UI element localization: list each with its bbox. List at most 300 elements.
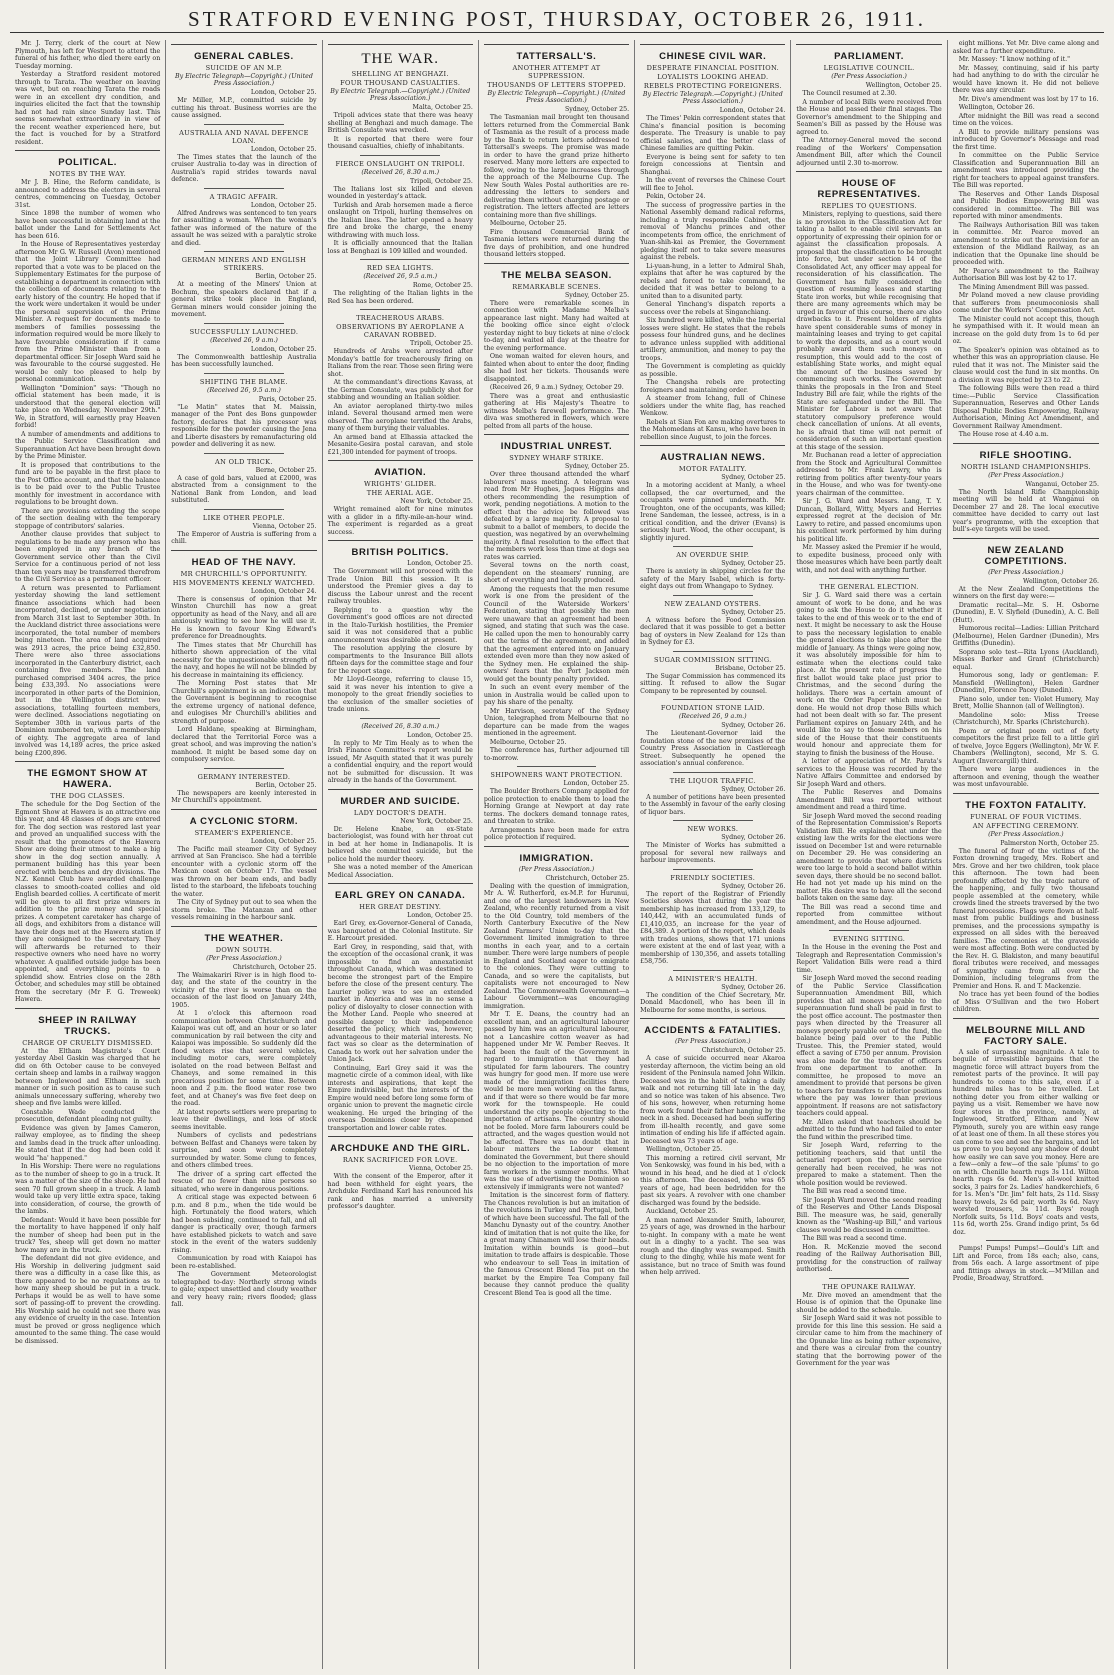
article-paragraph: The Speaker's opinion was obtained as to whether this was an appropriation clause. He ruled that it was not. The Minister said the clause would cost the fund in six months. On a division it was rejected by 23 to 22.	[952, 346, 1099, 384]
article-headline: EARL GREY ON CANADA.	[334, 890, 466, 901]
section-divider	[517, 766, 597, 767]
article-subheading: LOYALISTS LOOKING AHEAD.	[657, 73, 769, 81]
section-divider	[673, 772, 753, 773]
article-divider	[328, 44, 473, 45]
article-subheading: THOUSANDS OF LETTERS STOPPED.	[487, 81, 626, 89]
article-paragraph: The Government is completing as quickly as possible.	[640, 363, 786, 378]
article-paragraph: After midnight the Bill was read a second time on the voices.	[952, 112, 1099, 127]
article-divider	[796, 171, 941, 172]
section-divider	[829, 1278, 909, 1279]
dateline: Tripoli, October 25.	[409, 177, 473, 185]
article-paragraph: In His Worship: There were no regulations as to the number of sheep to go in a truck. It was a matter of the size of the sheep. He had seen 70 full grown sheep in a truck. A lamb would take up very little extra space, taking into consideration, of course, the growth of the lambs.	[15, 1163, 161, 1215]
article-divider	[953, 1018, 1099, 1019]
article-divider	[328, 540, 473, 541]
article-paragraph: Humorous song, lady or gentleman: F. Mansfield (Wellington), Helen Gardner (Dunedin), Florence Pacey (Dunedin).	[952, 672, 1099, 694]
press-credit: (Received 26, 9 a.m.)	[210, 336, 278, 344]
article	[171, 809, 316, 922]
article-paragraph: In the House in the evening the Post and Telegraph and Representation Commission's Report Validation Bills were read a third time.	[796, 944, 942, 974]
article-subheading: THE OPUNAKE RAILWAY.	[822, 1282, 916, 1291]
article-paragraph: (Received 26, 9 a.m.) Sydney, October 29.	[489, 384, 624, 391]
article-paragraph: The report of the Registrar of Friendly Societies shows that during the year the membership has increased from 133,129, to 140,442, with an accumulated funds of £1,410,035, an increase for the year of £84,389. A portion of the report, which deals with trades unions, shows that 171 unions were existent at the end of last year, with a membership of 130,356, and assets totalling £58,756.	[640, 890, 786, 965]
article-subheading: NEW WORKS.	[687, 825, 739, 833]
article-paragraph: There was a great and enthusiastic gathering at His Majesty's Theatre to witness Melba's farewell performance. The diva was smothered in flowers, which were pelted from all parts of the house.	[483, 392, 630, 430]
dateline: Christchurch, October 25.	[545, 874, 630, 882]
article-subheading: REBELS PROTECTING FOREIGNERS.	[643, 82, 782, 90]
article-divider	[171, 44, 316, 45]
article-subheading: SYDNEY WHARF STRIKE.	[509, 454, 604, 462]
article-subheading: AN OVERDUE SHIP.	[676, 551, 750, 559]
article	[328, 540, 473, 714]
article-paragraph: There is consensus of opinion that Mr Winston Churchill has now a great opportunity as head of the Navy, and all are anxiously waiting to see how he will use it. He is known to favour King Edward's preference for Dreadnoughts.	[171, 595, 317, 640]
article-paragraph: Mr. J. Terry, clerk of the court at New Plymouth, has left for Westport to attend the funeral of his father, who died there early on Tuesday morning.	[15, 40, 161, 70]
dateline: London, October 24.	[250, 587, 317, 595]
article-paragraph: The Times states that the launch of the cruiser Australia to-day was in direction of Australia's rapid strides towards naval defence.	[171, 153, 317, 183]
article-subheading: GERMANY INTERESTED.	[197, 772, 291, 781]
article-paragraph: A letter of appreciation of Mr. Parata's services to the House was recorded by the Native Affairs Committee and endorsed by Sir Joseph Ward and others.	[796, 758, 942, 788]
article	[953, 1240, 1099, 1283]
section-divider	[829, 930, 909, 931]
article-paragraph: No trace has yet been found of the bodies of Miss O'Sullivan and the two Hobert children.	[952, 991, 1099, 1013]
press-credit: (Per Press Association.)	[988, 568, 1064, 576]
dateline: New York, October 25.	[400, 817, 473, 825]
dateline: Sydney, October 26.	[721, 785, 786, 793]
article-subheading: FOUNDATION STONE LAID.	[660, 704, 765, 712]
article-headline: SHEEP IN RAILWAY TRUCKS.	[38, 1014, 138, 1037]
article-subheading: WRIGHTS' GLIDER.	[364, 480, 437, 488]
dateline: London, October 25.	[563, 780, 630, 787]
article-headline: THE WEATHER.	[204, 932, 284, 944]
columns-container	[10, 40, 1104, 1669]
article-paragraph: Hon. R. McKenzie moved the second reading of the Railway Authorisation Bill, providing for the construction of railway authorised.	[796, 1243, 942, 1273]
article	[953, 538, 1099, 789]
press-credit: (Received 26, 9 a.m.)	[678, 713, 747, 720]
article	[796, 930, 941, 1274]
article-headline: ACCIDENTS & FATALITIES.	[644, 1025, 782, 1036]
article-subheading: FIERCE ONSLAUGHT ON TRIPOLI.	[335, 159, 465, 168]
article-paragraph: At latest reports settlers were preparing to leave their dwellings, and loss of stock seems inevitable.	[171, 1108, 317, 1131]
dateline: London, October 25.	[250, 837, 317, 845]
article-paragraph: Wright remained aloft for nine minutes with a glider in a fifty-mile-an-hour wind. The experiment is regarded as a great success.	[327, 506, 473, 536]
article-subheading: AN AFFECTING CEREMONY.	[972, 821, 1079, 830]
article-paragraph: At the commandant's directions Kavass, at the German Consulate, was publicly shot for stabbing and wounding an Italian soldier.	[327, 379, 473, 401]
article-subheading: ANOTHER ATTEMPT AT SUPPRESSION.	[512, 64, 601, 80]
article-paragraph: Among the requests that the men resume work is one from the president of the Council of the Waterside Workers' Federation, stating that possibly the men were unaware that an agreement had been signed, and stating that such was the case. He called upon the men to honourably carry out the terms of the agreement, and added that the agreement entered into on January extended even more than they now asked of the Sydney men. He explained the ship-owners' fears that the Port Jackson men would get the bounty penalty provided.	[483, 585, 630, 683]
article-paragraph: Mr. Massey asked the Premier if he would, to expedite business, proceed only with those measures which have been partly dealt with, and not deal with anything further.	[796, 544, 942, 574]
article-headline: THE EGMONT SHOW AT HAWERA.	[27, 768, 148, 790]
article-paragraph: The newspapers are keenly interested in Mr Churchill's appointment.	[171, 789, 317, 804]
article-paragraph: Sir Joseph Ward said it was not possible to provide for this line this session. He said a circular came to him from the machinery of the Opunake line as being rather expensive, and there was a circular from the country stating that the borrowing power of the Government for the year was	[796, 1315, 942, 1367]
article	[328, 309, 473, 456]
article-paragraph: The Lieutenant-Governor laid the foundation stone of the new premises of the Country Press Association in Castlereagh Street. Subsequently he opened the association's annual conference.	[640, 730, 786, 767]
article-headline: MELBOURNE MILL AND FACTORY SALE.	[966, 1024, 1086, 1047]
section-divider	[360, 259, 440, 260]
article-paragraph: The Waimakariri River is in high flood to-day, and the state of the country in the vicinity of the river is worse than on the occasion of the last flood on January 24th, 1905.	[171, 971, 317, 1009]
article-paragraph: It is officially announced that the Italian loss at Benghazi is 109 killed and wounded.	[327, 240, 473, 255]
article	[953, 40, 1099, 439]
article-paragraph: Mandoline solo: Miss Treese (Christchurch), Mr. Sparks (Christchurch).	[952, 711, 1099, 726]
article-paragraph: Dr. Helene Knabe, an ex-State bacteriologist, was found with her throat cut in bed at her home in Indianapolis. It is believed she committed suicide, but the police hold the murder theory.	[327, 825, 473, 863]
article-divider	[484, 44, 629, 45]
article-divider	[484, 434, 629, 435]
dateline: Vienna, October 25.	[409, 1165, 473, 1172]
article-paragraph: Mr T. E. Deans, the country had an excellent man, and an agricultural labourer passed by him was an agricultural labourer, not a Lancashire cotton weaver as had happened under Mr W. Pember Reeves. It had been the fault of the Government in regard to immigration that they had stipulated for farm labourers. The country was hungry for good men. If more use were made of the immigration facilities there would be more men working on the farms, and if that were so there would be far more work for the townspeople. He could understand the city people objecting to the importation of artisans. The country should not be fooled. More farm labourers could be attracted, and the wages question would not be affected. There was no doubt that in labour matters the Labour element dominated the Government, but there should be no objection to the importation of more farm workers in the summer months. What was the use of advertising the Dominion so extensively if immigrants were not wanted?	[483, 1011, 630, 1191]
article	[328, 155, 473, 256]
article-subheading: SUICIDE OF AN M.P.	[205, 64, 283, 72]
article-paragraph: Melbourne, October 25.	[489, 738, 567, 746]
article-subheading: SUCCESSFULLY LAUNCHED.	[189, 327, 299, 336]
dateline: London, October 25.	[407, 731, 473, 739]
article	[953, 793, 1099, 1014]
article-paragraph: The Changsha rebels are protecting foreigners and maintaining order.	[640, 379, 786, 394]
dateline: London, October 25.	[250, 145, 317, 153]
article-subheading: THE GENERAL ELECTION.	[819, 583, 919, 591]
dateline: Sydney, October 25.	[564, 463, 630, 470]
article-paragraph: Constable Wade conducted the prosecution, defendant pleading not guilty.	[15, 1108, 161, 1123]
article-headline: IMMIGRATION.	[519, 852, 594, 864]
article-subheading: LEGISLATIVE COUNCIL.	[823, 64, 915, 72]
article-paragraph: The Public Reserves and Domains Amendment Bill was reported without amendment and read a third time.	[796, 789, 942, 811]
article-paragraph: The Council resumed at 2.30.	[802, 90, 897, 97]
article-paragraph: A witness before the Food Commission declared that it was possible to get a better bag of oysters in New Zealand for 12s than in Sydney for £3.	[640, 616, 786, 646]
section-divider	[204, 509, 284, 510]
article	[640, 44, 785, 441]
press-credit: By Electric Telegraph.—Copyright.) (United Press Association.)	[642, 91, 783, 105]
article-headline: THE MELBA SEASON.	[501, 269, 612, 281]
article-paragraph: The Government Meteorologist telegraphed to-day: Northerly strong winds to gale; expect unsettled and cloudy weather and very heavy rain; rivers flooded; glass fall.	[171, 1271, 317, 1308]
section-divider	[204, 323, 284, 324]
section-divider	[829, 578, 909, 579]
article	[328, 44, 473, 151]
article	[171, 251, 316, 319]
article-divider	[640, 445, 785, 446]
press-credit: (Received 26, 8.30 a.m.)	[361, 722, 440, 730]
dateline: Rome, October 25.	[412, 282, 473, 289]
article-paragraph: Wellington "Dominion" says: "Though no official statement has been made, it is understood that the general election will take place on Wednesday, November 29th." We, in Stratford, will earnestly pray Heaven forbid!	[15, 384, 161, 429]
article-paragraph: There are provisions extending the scope of the section dealing with the temporary stoppage of contributors' salaries.	[15, 507, 161, 530]
dateline: Sydney, October 25.	[721, 560, 786, 567]
article-headline: CHINESE CIVIL WAR.	[659, 51, 767, 62]
article	[15, 761, 160, 1004]
press-credit: (Received 26, 9.5 a.m.)	[207, 386, 281, 394]
dateline: London, October 25.	[407, 912, 473, 919]
article-paragraph: At a meeting of the Miners' Union at Bochum, the speakers declared that if a general strike took place in England, German miners would consider joining the movement.	[171, 281, 317, 318]
dateline: London, October 25.	[407, 560, 473, 567]
article-subheading: REPLIES TO QUESTIONS.	[821, 202, 917, 210]
article-divider	[171, 809, 316, 810]
article-paragraph: Mr. Massey: "I know nothing of it."	[958, 56, 1071, 63]
article-paragraph: With the consent of the Emperor, after it had been withheld for eight years, the Archduke Ferdinand Karl has renounced his rank and has married a university professor's daughter.	[327, 1173, 473, 1210]
dateline: London, October 25.	[250, 345, 317, 353]
article-divider	[953, 443, 1099, 444]
article-paragraph: The conference has, further adjourned till to-morrow.	[483, 747, 630, 762]
dateline: Sydney, October 26.	[721, 882, 786, 890]
dateline: New York, October 25.	[400, 498, 473, 505]
article-paragraph: Communication by road with Kaiapoi has been re-established.	[171, 1255, 317, 1270]
article-subheading: NORTH ISLAND CHAMPIONSHIPS.	[960, 462, 1091, 471]
article	[796, 578, 941, 926]
article-paragraph: The Minister could not accept this, though he sympathised with it. It would mean an increase on the gold duty from 1s to 6d per oz.	[952, 315, 1099, 345]
press-credit: (Per Press Association.)	[206, 954, 282, 962]
article-paragraph: Ministers, replying to questions, said there is no provision in the Classification Act for taking a ballot to enable civil servants an opportunity of expressing their opinion for or against the classification proposals. A proposal that the classification to be brought into force, but under section 14 of the Consolidated Act, any officer may appeal for reconsideration of his classification. The Government has fully considered the question of resuming leases and starting State iron works, but while recognising that there are many agreements which may be urged in favour of this course, there are also drawbacks to it. Present holders of rights have spent considerable sums of money in maintaining leases and trying to get capital to work the deposits, and as a court would probably award them such moneys on resumption, this would add to the cost of establishing State works, and might equal the amount of the business saved by commencing such works. The Government thinks the proposals in the Iron and Steel Industry Bill are fair, while the rights of the State are safeguarded under the Bill. The Minister for Labour is not aware that statutory compulsory preference would check cancellation of unions. At all events, he is afraid that time will not permit of consideration of such an important question at this stage of the session.	[796, 211, 942, 451]
section-divider	[673, 595, 753, 596]
article-subheading: A MINISTER'S HEALTH.	[668, 974, 758, 983]
article-paragraph: Melbourne, October 25.	[489, 220, 567, 227]
article-paragraph: Mr Pearce's amendment to the Railway Authorisation Bill was lost by 42 to 17.	[952, 267, 1099, 282]
article-paragraph: The condition of the Chief Secretary, Mr. Donald Macdonell, who has been ill in Melbourne for some months, is serious.	[640, 991, 786, 1014]
section-divider	[360, 309, 440, 310]
article-paragraph: Another clause provides that subject to regulations to be made any person who has been employed in any branch of the Government service other than the Civil Service for a continuous period of not less than ten years may be transferred therefrom to the Civil Service as a permanent officer.	[15, 531, 161, 583]
article-subheading: NOTES BY THE WAY.	[49, 170, 127, 178]
column-6	[791, 40, 947, 1669]
article-paragraph: Evidence was given by James Cameron, railway employee, as to finding the sheep and lambs dead in the truck after unloading. He stated that if the dog had been cold it would "ha' happened."	[15, 1124, 161, 1162]
article-divider	[953, 538, 1099, 539]
article-paragraph: A Bill to provide military pensions was introduced by Governor's Message and read the first time.	[952, 128, 1099, 151]
article	[640, 445, 785, 542]
article-paragraph: At the New Zealand Competitions the winners on the first day were:—	[952, 585, 1099, 600]
article-paragraph: A man named Alexander Smith, labourer, 25 years of age, was drowned in the harbour to-night. In company with a mate he went out in a dinghy to a yacht. The sea was rough and the dinghy was swamped. Smith clung to the dinghy, while his mate went for assistance, but no trace of Smith was found when help arrived.	[640, 1216, 786, 1276]
article	[15, 1008, 160, 1346]
article-paragraph: Wellington, October 26.	[958, 104, 1035, 111]
article-paragraph: At the Eltham Magistrate's Court yesterday Abel Gaskin was charged that he did on 6th October cause to be conveyed certain sheep and lambs in a railway waggon between Inglewood and Eltham in such manner or in such position as to cause such animals unnecessary suffering, whereby two sheep and five lambs were killed.	[15, 1047, 161, 1107]
article-divider	[953, 793, 1099, 794]
section-divider	[673, 869, 753, 870]
article-paragraph: A return was presented to Parliament yesterday showing the land settlement finance associations which had been incorporated, declined, or under negotiation from March 31st last to September 30th. In the Auckland district three associations were incorporated, the total number of members being nineteen. The area of land acquired was 2913 acres, the price being £32,850. There were also three associations incorporated in the Canterbury district, each containing five members. The land purchased comprised 3404 acres, the price being £33,393. No associations were incorporated in other parts of the Dominion, but in the Wellington district two associations, totalling fourteen members, were declined. Associations negotiating on September 30th in various parts of the Dominion numbered ten, with a membership of eighty. The aggregate area of land involved was 14,189 acres, the price asked being £200,896.	[15, 584, 161, 757]
dateline: Christchurch, October 25.	[701, 1047, 786, 1054]
press-credit: (Received 26, 9.5 a.m.)	[363, 273, 438, 280]
article	[484, 766, 629, 842]
dateline: Palmerston North, October 25.	[1000, 839, 1099, 847]
article-paragraph: The funeral of four of the victims of the Foxton drowning tragedy, Mrs. Robert and Mrs. Grove and her two children, took place this afternoon. The town had been profoundly affected by the tragic nature of the happening, and fully two thousand people assembled at the cemetery, while crowds lined the streets traversed by the two funeral processions. Flags were flown at half-mast from public buildings and business premises, and the processions sympathy is expressed on all sides with the bereaved families. The ceremonies at the graveside were most affecting. Both were conducted by the Rev. H. G. Blakiston, and many beautiful floral tributes were received, and messages of sympathy came from all over the Dominion, including telegrams from the Premier and Hons. R. and T. Mackenzie.	[952, 847, 1099, 990]
article-paragraph: Rebels at Sian Fon are making overtures to the Mahomedans at Kansu, who have been in rebellion since August, to join the forces.	[640, 418, 786, 441]
article	[171, 509, 316, 546]
article-paragraph: Lord Haldane, speaking at Birmingham, declared that the Territorial Force was a great school, and was improving the nation's manhood. It might be based some day on compulsory service.	[171, 726, 317, 763]
article-subheading: STEAMER'S EXPERIENCE.	[194, 828, 294, 837]
article-paragraph: Continuing, Earl Grey said it was the magnetic circle of a common ideal, with like interests and aspirations, that kept the Empire indivisible, but the interests of the Empire would need before long some form of organic union to prevent the magnetic circle weakening. He urged the bringing of the overseas Dominions closer by cheapened transportation and lower cable rates.	[327, 1064, 473, 1132]
article-subheading: EVENING SITTING.	[832, 935, 906, 943]
article-paragraph: Sir Joseph Ward moved the second reading of the Reserves and Other Lands Disposal Bill. The measure was, he said, generally known as the "Washing-up Bill," and various clauses would be discussed in committee.	[796, 1196, 942, 1234]
article-paragraph: The Times' Pekin correspondent states that China's financial position is becoming desperate. The Treasury is unable to pay official salaries, and the better class of Chinese families are quitting Pekin.	[640, 115, 786, 152]
article-paragraph: Mr. Massey, continuing, said if his party had had anything to do with the circular he would have known it. He did not believe there was any circular.	[952, 64, 1099, 94]
dateline: Tripoli, October 25.	[409, 340, 473, 347]
article-paragraph: The Attorney-General moved the second reading of the Workers' Compensation Amendment Bill, after which the Council adjourned until 2.30 to-morrow.	[796, 137, 942, 167]
article	[328, 718, 473, 785]
section-divider	[204, 453, 284, 454]
article-paragraph: The Pacific mail steamer City of Sydney arrived at San Francisco. She had a terrible encounter with a cyclonic storm off the Mexican coast on October 17. The vessel was thrown on her beam ends, and badly listed to the starboard, the lifeboats touching the water.	[171, 845, 317, 898]
section-divider	[204, 124, 284, 125]
column-7	[948, 40, 1104, 1669]
article	[640, 546, 785, 591]
article-paragraph: Dealing with the question of immigration, Mr A. W. Rutherford, ex-M.P. for Hurunui, and one of the largest landowners in New Zealand, who recently returned from a visit to the Old Country, told members of the North Canterbury Executive of the New Zealand Farmers' Union to-day that the Government limited immigration to three months in each year, and to a certain number. There were large numbers of people in England and Scotland eager to emigrate to the colonies. They were cutting to Canada, and so were the capitalists, but capitalists were not encouraged to New Zealand. The Commonwealth Government—a Labour Government—was encouraging immigration.	[483, 882, 630, 1010]
article	[640, 699, 785, 768]
article-paragraph: A number of local Bills were received from the House and passed their final stages. The Governor's amendment to the Shipping and Seamen's Bill as passed by the House was agreed to.	[796, 98, 942, 136]
article-subheading: TREACHEROUS ARABS.	[356, 314, 445, 322]
article-subheading: SUGAR COMMISSION SITTING.	[654, 655, 772, 664]
article-headline: AUSTRALIAN NEWS.	[660, 452, 766, 463]
article	[796, 44, 941, 167]
column-5	[635, 40, 791, 1669]
article-paragraph: Yesterday a Stratford resident motored through to Tarata. The weather on leaving was wet, but on reaching Tarata the roads were in an excellent dry condition, and inquiries elicited the fact that the township had not had rain since Sunday last. This seems somewhat extraordinary in view of the recent weather experienced here, but the fact is vouched for by a Stratford resident.	[15, 71, 161, 146]
article-paragraph: Numbers of cyclists and pedestrians between Belfast and Chaneys were taken by surprise, and soon were completely surrounded by water. Some clung to fences, and others climbed trees.	[171, 1132, 317, 1169]
article	[171, 768, 316, 805]
article	[640, 970, 785, 1015]
article-paragraph: Mr. Buchanan read a letter of appreciation from the Stock and Agricultural Committee addressed to Mr. Frank Lawry, who is retiring from politics after twenty-four years in the House, and who was for twenty-one years chairman of the committee.	[796, 452, 942, 497]
article-headline: BRITISH POLITICS.	[351, 547, 449, 558]
press-credit: By Electric Telegraph.—Copyright.) (United Press Association.)	[330, 88, 471, 102]
article-subheading: HIS MOVEMENTS KEENLY WATCHED.	[172, 578, 316, 587]
article-paragraph: A case of gold bars, valued at £2000, was abstracted from a consignment to the National Bank from London, and lead substituted.	[171, 474, 317, 504]
article-subheading: REMARKABLE SCENES.	[512, 282, 601, 291]
article-paragraph: The Morning Post states that Mr Churchill's appointment is an indication that the Government is beginning to recognise the extreme urgency of national defence, and eulogises Mr Churchill's abilities and strength of purpose.	[171, 680, 317, 725]
article-headline: ARCHDUKE AND THE GIRL.	[330, 1143, 471, 1154]
article-paragraph: The Government will not proceed with the Trade Union Bill this session. It is understood the Premier gives a day to discuss the Labour unrest and the recent railway troubles.	[327, 568, 473, 605]
article-paragraph: Sir Joseph Ward, referring to the petitioning teachers, said that until the actuarial report upon the public service generally had been received, he was not prepared to make a statement. Then the whole position would be reviewed.	[796, 1142, 942, 1187]
dateline: Berlin, October 25.	[255, 273, 317, 280]
article-paragraph: Sir Joseph Ward moved the second reading of the Representation Commission's Reports Validation Bill. He explained that under the existing law the writs for the elections were issued on December 1st and were returnable on December 29. He was considering an amendment to provide that where districts were too large to hold a second ballot within seven days, there should be no second ballot. He had not yet made up his mind on the matter. His desire was to have all the second ballots taken on the same day.	[796, 812, 942, 902]
article-headline: INDUSTRIAL UNREST.	[500, 441, 613, 452]
article-paragraph: Piano solo, under ten: Violet Humery, May Brett, Mollie Shannon (all of Wellington).	[952, 695, 1099, 710]
article-divider	[484, 263, 629, 264]
article	[171, 453, 316, 505]
article-paragraph: Sir Joseph Ward moved the second reading of the Public Service Classification Superannuation Amendment Bill, which provides that all moneys payable to the superannuation fund shall be paid in first to the post office account. The postmaster then pays when directed by the Treasurer all moneys properly payable out of the fund, the balance being paid over to the Public Trustee. This, the Premier stated, would effect a saving of £750 per annum. Provision was also made for the transfer of officers from one department to another. In committee, he proposed to move an amendment to provide that persons be given to teachers for transfers to inferior positions where the pay was lower than previous appointment. If reasons are not satisfactory teachers could appeal.	[796, 975, 942, 1117]
article-paragraph: A case of suicide occurred near Akaroa yesterday afternoon, the victim being an old resident of the Peninsula named John Wilkin. Deceased was in the habit of taking a daily walk and not returning till late in the day, and so notice was taken of his absence. Two of his sons, however, when returning home from work found their father hanging by the neck in a shed. Deceased had been suffering from ill-health recently, and gave some intimation of ending his life if affected again. Deceased was 73 years of age.	[640, 1055, 786, 1145]
article	[640, 595, 785, 647]
article-divider	[15, 150, 160, 151]
article-paragraph: The following Bills were then read a third time:—Public Service Classification Superannuation, Reserves and Other Lands Disposal Public Bodies Empowering, Railway Authorisation, Mining Act Amendment, and Government Railway Amendment.	[952, 385, 1099, 430]
column-3	[323, 40, 479, 1669]
section-divider	[360, 155, 440, 156]
column-4	[479, 40, 635, 1669]
dateline: Sydney, October 25.	[564, 106, 630, 113]
article-paragraph: Over three thousand attended the wharf labourers' mass meeting. A telegram was read from Mr Hughes, Jaques Higgins and others recommending the resumption of work, pending negotiations. A motion to the effect that the advice be followed was defeated by a large majority. A proposal to submit to a ballot of members, to decide the question, was negatived by an overwhelming majority. A final resolution to the effect that the members work less than time at dogs sea rates was carried.	[483, 471, 630, 561]
article-paragraph: "Le Matin" states that M. Maissin, manager of the Pont des Bons gunpowder factory, declares that his processor was responsible for the powder causing the Jena and Liberte disasters by remanufacturing old powder and delivering it as new.	[171, 403, 317, 448]
article-subheading: CHARGE OF CRUELTY DISMISSED.	[22, 1038, 154, 1047]
article-paragraph: Alfred Andrews was sentenced to ten years for assaulting a woman. When the woman's father was informed of the nature of the assault he was seized with a paralytic stroke and died.	[171, 209, 317, 247]
article-paragraph: The Tasmanian mail brought ten thousand letters returned from the Commercial Bank of Tasmania as the result of a process made by the Bank to return letters addressed to Tattersall's sweeps. The promise was made in order to have the grand prize hitherto reserved. Many more letters are expected to follow, owing to the large increases through the approach of the Melbourne Cup. The New South Wales Postal authorities are re-addressing the letters to senders and delivering them without charging postage or registration. The letters affected are letters containing more than five shillings.	[483, 114, 630, 219]
article-paragraph: The City of Sydney put out to sea when the storm broke. The Matanzan and other vessels remaining in the harbour sank.	[171, 899, 317, 921]
dateline: Sydney, October 26.	[721, 722, 786, 729]
article-paragraph: The relighting of the Italian lights in the Red Sea has been ordered.	[327, 290, 473, 305]
article	[953, 443, 1099, 534]
article-paragraph: Mr Poland moved a new clause providing that sufferers from pneumoconiosis shall come under the Workers' Compensation Act.	[952, 292, 1099, 314]
column-1	[10, 40, 166, 1669]
article-paragraph: Several towns on the north coast, dependent on the steamers' running, are short of everything and locally produced.	[483, 562, 630, 584]
article-paragraph: An armed band at Elhassia attacked the Mesanite-Gesira postal caravan, and stole £21,300 intended for payment of troops.	[327, 433, 473, 456]
article-paragraph: Mr. Dive moved an amendment that the House is of opinion that the Opunake line should be added to the schedule.	[796, 1291, 942, 1314]
article-paragraph: Auckland, October 25.	[646, 1208, 718, 1215]
article-divider	[640, 1018, 785, 1019]
article-subheading: SHELLING AT BENGHAZI.	[351, 70, 449, 78]
article-paragraph: The resolution applying the closure by compartments to the Insurance Bill allots fifteen days for the committee stage and four for the report stage.	[327, 645, 473, 675]
article-headline: THE WAR.	[361, 51, 440, 67]
article	[171, 373, 316, 449]
article-paragraph: The Commonwealth battleship Australia has been successfully launched.	[171, 353, 317, 368]
masthead: STRATFORD EVENING POST, THURSDAY, OCTOBER 26, 1911.	[10, 6, 1104, 33]
article-headline: HOUSE OF REPRESENTATIVES.	[817, 178, 921, 200]
press-credit: By Electric Telegraph—Copyright.) (United Press Association.)	[487, 90, 626, 104]
article-divider	[328, 883, 473, 884]
article-paragraph: It is reported that there were four thousand casualties, chiefly of inhabitants.	[327, 135, 473, 150]
article-subheading: LADY DOCTOR'S DEATH.	[353, 808, 447, 817]
article	[640, 869, 785, 966]
article-paragraph: Since 1898 the number of women who have been successful in obtaining land at the ballot under the Land for Settlements Act has been 616.	[15, 210, 161, 240]
article-paragraph: Pekin, October 24.	[646, 193, 706, 200]
section-divider	[360, 718, 440, 719]
article	[640, 1018, 785, 1277]
article-paragraph: A sale of surpassing magnitude. A tale to beguile of irresistible bargains that the magnetic force will attract buyers from the remotest parts of the province. It will pay hundreds to come to this sale, even if a hundred miles has to be travelled. Let nothing deter you from either walking or paying us a visit. Remember we have now four stores in the province, namely, at Inglewood, Stratford, Eltham and New Plymouth, surely you are within easy range of at least one of them. In all these stores you can come to see and see the bargains, and let us prove to you beyond any shadow of doubt how easily we can save you money. Here are a few—only a few—of the sale 'plums' to go on with. Chenille hearth rugs 3s 11d. Wilton hearth rugs 6s 6d. Men's all-wool knitted socks, 3 pairs for 2s. Ladies' handkerchiefs, 6 for 1s. Men's "Dr. Jim" felt hats, 2s 11d. Sissy heavy towels, 2s 6d pair, worth 3s 6d. Navy worsted trousers, 3s 11d. Boys' rough Norfolk suits, 5s 11d. Boys' coats and vests, 11s 6d, worth 25s. Grand indigo print, 5s 6d doz.	[952, 1048, 1099, 1236]
dateline: London, October 24.	[719, 107, 786, 114]
article-divider	[484, 846, 629, 847]
article	[484, 434, 629, 762]
article-subheading: THE LIQUOR TRAFFIC.	[669, 776, 756, 785]
article-paragraph: Imitation is the sincerest form of flattery. The Chances revolution is but an imitation of the revolutions in Turkey and Portugal, both of which have been successful. The fall of the Manchu Dynasty out of the country. Another kind of imitation that is not quite the like, for a great many Chinamen will lose their heads. Imitation within bounds is good—but imitation to trade affairs is despicable. Those who endeavour to sell Teas in imitation of the famous Crescent Blend Tea put on the market by the Empire Tea Company fail because they cannot produce the quality Crescent Blend Tea is good all the time.	[483, 1192, 630, 1297]
article-subheading: MR CHURCHILL'S OPPORTUNITY.	[180, 569, 308, 578]
section-divider	[986, 1240, 1066, 1241]
article-paragraph: Mr Miller, M.P., committed suicide by cutting his throat. Business worries are the cause assigned.	[171, 97, 317, 119]
dateline: Wellington, October 25.	[865, 82, 942, 89]
article-paragraph: It is proposed that contributions to the fund are to be payable in the first place to the Post Office account, and that the balance is to be paid over to the Public Trustee monthly for investment in accordance with regulations to be brought down.	[15, 461, 161, 506]
article-paragraph: One woman waited for eleven hours, and fainted when about to enter the door, finding she had lost her tickets. Thousands were disappointed.	[483, 353, 630, 383]
article-paragraph: In reply to Mr Tim Healy as to when the Irish Finance Committee's report would be issued, Mr Asquith stated that it was purely a confidential enquiry, and the report would not be submitted for discussion. It was already in the hands of the Government.	[327, 739, 473, 784]
article-subheading: A TRAGIC AFFAIR.	[209, 192, 279, 201]
article-paragraph: In committee on the Public Service Classification and Superannuation Bill an amendment was introduced providing the right for teachers to appeal against transfers. The Bill was reported.	[952, 152, 1099, 189]
article-paragraph: Mr Lloyd-George, referring to clause 15, said it was never his intention to give a monopoly to the great friendly societies to the exclusion of the smaller societies of trade unions.	[327, 676, 473, 713]
article-paragraph: Mr J. B. Hine, the Reform candidate, is announced to address the electors in several centres, commencing on Tuesday, October 31st.	[15, 179, 161, 209]
article-subheading: SHIPOWNERS WANT PROTECTION.	[490, 771, 623, 779]
article	[171, 44, 316, 120]
article	[15, 150, 160, 757]
article-divider	[171, 926, 316, 927]
article-divider	[328, 460, 473, 461]
article-paragraph: The Italians lost six killed and eleven wounded in yesterday's attack.	[327, 185, 473, 200]
article-paragraph: The Bill was read a second time and reported from committee without amendment, and the House adjourned.	[796, 903, 942, 926]
section-divider	[673, 546, 753, 547]
article-paragraph: The Boulder Brothers Company applied for police protection to enable them to load the Horning Grange at Newport at day rate terms. The dockers demand tonnage rates, and threaten to strike.	[483, 788, 630, 825]
article-subheading: THE DOG CLASSES.	[50, 792, 125, 800]
article-paragraph: Mr. Allen asked that teachers should be admitted to the fund who had failed to enter the fund within the prescribed time.	[796, 1118, 942, 1141]
article-paragraph: Earl Grey, ex-Governor-General of Canada, was banqueted at the Colonial Institute. Sir E. Harcourt presided.	[327, 920, 473, 942]
article-paragraph: Tripoli advices state that there was heavy shelling at Benghazi and much damage. The British Consulate was wrecked.	[327, 112, 473, 134]
article-paragraph: The Mining Amendment Bill was passed.	[958, 283, 1089, 291]
article-paragraph: The Minister of Works has submitted a proposal for several new railways and harbour improvements.	[640, 842, 786, 864]
article-subheading: RANK SACRIFICED FOR LOVE.	[342, 1156, 458, 1164]
article-headline: PARLIAMENT.	[834, 51, 904, 62]
article-subheading: DOWN SOUTH.	[215, 945, 273, 954]
article-subheading: RED SEA LIGHTS.	[366, 264, 434, 272]
article-paragraph: The Bill was read a second time.	[802, 1188, 907, 1195]
article-paragraph: Arrangements have been made for extra police protection if required.	[483, 826, 630, 841]
article-paragraph: Humorous recital—Ladies: Lillian Pritchard (Melbourne), Helen Gardner (Dunedin), Mrs Griffiths (Dunedin).	[952, 625, 1099, 647]
dateline: London, October 25.	[250, 201, 317, 209]
section-divider	[673, 970, 753, 971]
article-subheading: DESPERATE FINANCIAL POSITION.	[646, 64, 779, 72]
article-paragraph: In the House of Representatives yesterday afternoon Mr G. W. Russell (Avon) mentioned that the Joint Library Committee had reported that a vote was to be placed on the Supplementary Estimates for the purpose of establishing a department in connection with the collection of documents relating to the early history of the country. He hoped that if the work were undertaken it would be under the personal supervision of the Prime Minister. A request for documents made to members of families possessing the information required would be more likely to have favourable consideration if it came from the Prime Minister than from a departmental officer. Sir Joseph Ward said he was favourable to the course suggested. He would be only too pleased to help by personal communication.	[15, 241, 161, 383]
article	[484, 263, 629, 431]
article-paragraph: There is anxiety in shipping circles for the safety of the Mary Isabel, which is forty-eight days out from Whangapo to Sydney.	[640, 568, 786, 590]
article-subheading: AN OLD TRICK.	[215, 457, 273, 466]
dateline: London, October 25.	[250, 89, 317, 96]
article-paragraph: The schedule for the Dog Section of the Egmont Show at Hawera is an attractive one this year, and 48 classes of dogs are entered for. The dog section was restored last year and proved an unqualified success with the result that the promoters of the Hawera Show are doing their utmost to make a big show in the dog section annually. A permanent building has this year been erected with benches and dry divisions. The N.Z. Kennel Club have awarded challenge classes to smooth-coated collies and old English bearded collies. A certificate of merit will be given to all first prize winners in addition to the prize money and special prizes. A competent caretaker has charge of all dogs, and exhibitors from a distance will have their dogs met at the Hawera station if they are consigned to the secretary. They will afterwards be returned to their respective owners who need have no worry whatever. A qualified outside judge has been appointed, and everything points to a splendid show. Entries close on the 28th October, and schedules may still be obtained from the secretary (Mr F. G. Treweek) Hawera.	[15, 801, 161, 1003]
article-subheading: LIKE OTHER PEOPLE.	[202, 513, 285, 522]
article-divider	[15, 761, 160, 762]
article-paragraph: Soprano solo test—Rita Lyons (Auckland), Misses Barker and Grant (Christchurch) equal.	[952, 648, 1099, 671]
dateline: Sydney, October 25.	[721, 474, 786, 481]
article-paragraph: The driver of a spring cart effected the rescue of no fewer than nine persons so situated, who were in dangerous positions.	[171, 1170, 317, 1193]
article-paragraph: She was a noted member of the American Medical Association.	[327, 864, 473, 879]
article-divider	[328, 1136, 473, 1137]
article	[328, 460, 473, 536]
press-credit: (Per Press Association.)	[988, 471, 1064, 479]
article-headline: POLITICAL.	[58, 157, 118, 168]
